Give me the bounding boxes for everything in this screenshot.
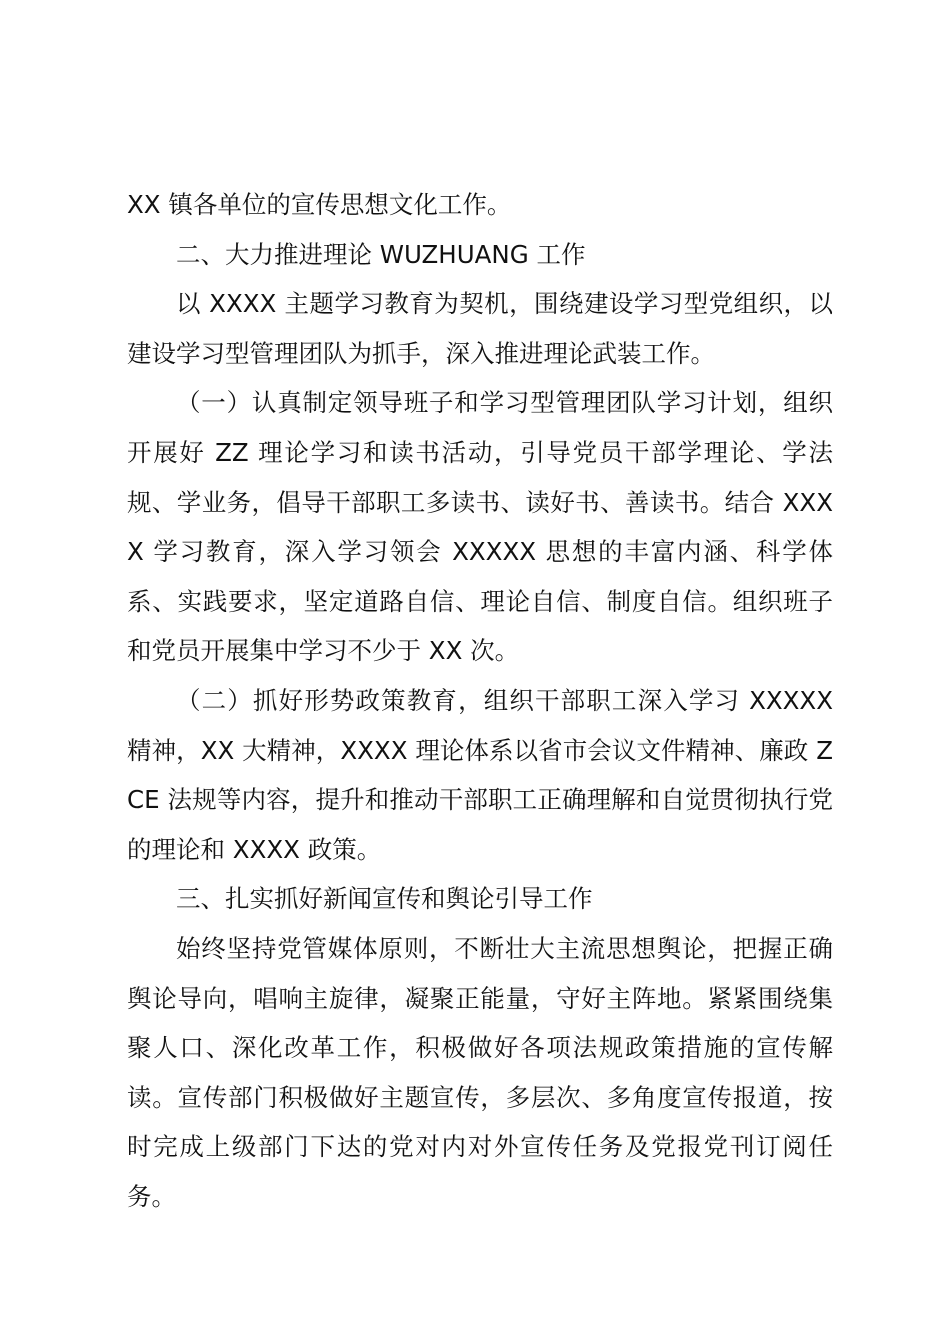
- paragraph-body: 始终坚持党管媒体原则，不断壮大主流思想舆论，把握正确舆论导向，唱响主旋律，凝聚正能量，守好主阵地。紧紧围绕集聚人口、深化改革工作，积极做好各项法规政策措施的宣传解读。宣传部门积极做好主题宣传，多层次、多角度宣传报道，按时完成上级部门下达的党对内对外宣传任务及党报党刊订阅任务。: [127, 933, 833, 1211]
- paragraph-body: （二）抓好形势政策教育，组织干部职工深入学习 XXXXX 精神，XX 大精神，XXXX 理论体系以省市会议文件精神、廉政 ZCE 法规等内容，提升和推动干部职工正确理解和自觉贯彻执行党的理论和 XXXX 政策。: [127, 685, 833, 864]
- paragraph-continuation: XX 镇各单位的宣传思想文化工作。: [127, 190, 512, 219]
- paragraph-body: 以 XXXX 主题学习教育为契机，围绕建设学习型党组织，以建设学习型管理团队为抓手，深入推进理论武装工作。: [127, 289, 833, 368]
- paragraph-body: （一）认真制定领导班子和学习型管理团队学习计划，组织开展好 ZZ 理论学习和读书活动，引导党员干部学理论、学法规、学业务，倡导干部职工多读书、读好书、善读书。结合 XXXX 学习教育，深入学习领会 XXXXX 思想的丰富内涵、科学体系、实践要求，坚定道路自信、理论自信、制度自信。组织班子和党员开展集中学习不少于 XX 次。: [127, 388, 833, 666]
- section-heading-3: 三、扎实抓好新闻宣传和舆论引导工作: [176, 884, 593, 914]
- section-heading-2: 二、大力推进理论 WUZHUANG 工作: [176, 239, 586, 269]
- document-body: [127, 180, 833, 1221]
